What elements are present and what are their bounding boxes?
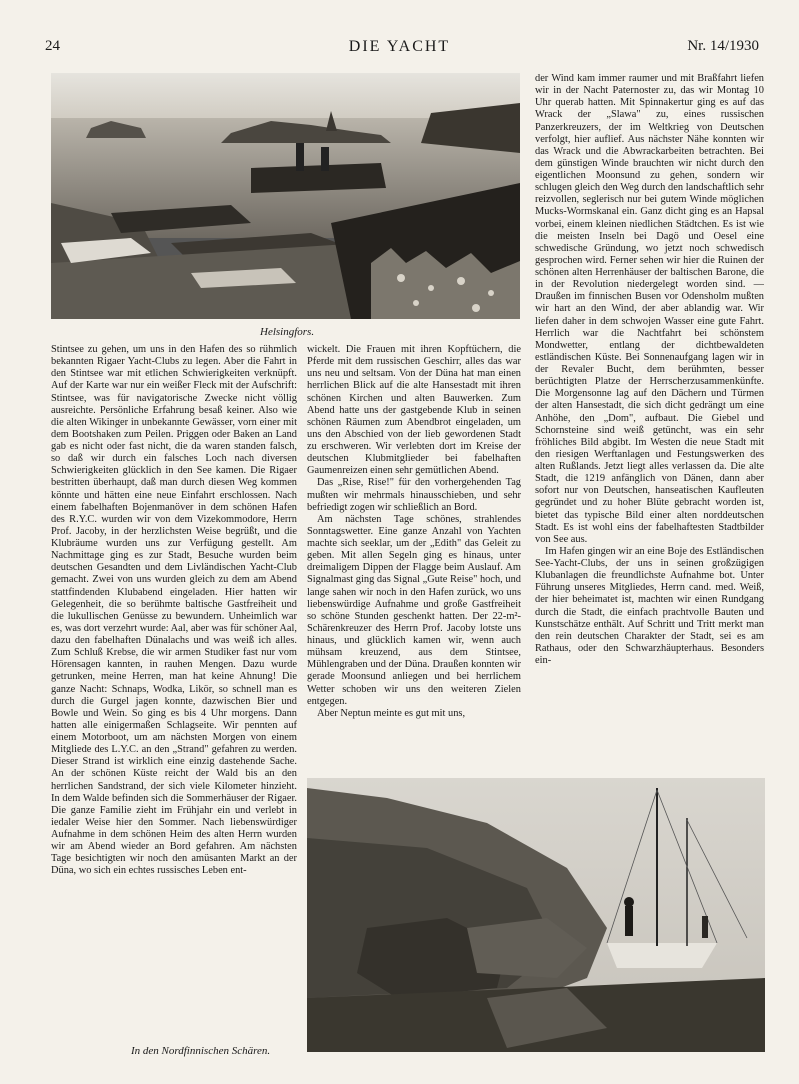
skerries-photo-caption: In den Nordfinnischen Schären. (131, 1045, 271, 1057)
page-header (0, 38, 799, 58)
paragraph: Stintsee zu gehen, um uns in den Hafen des so rühmlich bekannten Rigaer Yacht-Clubs zu legen. Aber die Fahrt in den Stintsee war mit etlichen Schwierigkeiten verknüpft. Auf der Karte war nur ein weißer Fleck mit der Aufschrift: Stintsee, was für navigatorische Zwecke nicht völlig ausreichte. Persönliche Erfahrung besaß keiner. Also wie die alten Wikinger in unbekannte Gewässer, vorn einer mit dem Bootshaken zum Peilen. Priggen oder Baken an Land gab es nicht oder fast nicht, die da waren standen falsch, so daß wir durch ein falsches Loch nach diversen Schwierigkeiten glücklich in den See kamen. Die Rigaer bestritten überhaupt, daß man durch diesen Weg kommen könnte und hätten eine neue Einfahrt erschlossen. Nach einem fabelhaften Bojenmanöver in dem schönen Hafen des R.Y.C. wurden wir von dem Vizekommodore, Herrn Prof. Jacoby, in der herzlichsten Weise begrüßt, und die Klubräume wurden uns zur Verfügung gestellt. Am Nachmittage ging es zur Stadt, Besuche wurden beim deutschen Gesandten und dem Livländischen Yacht-Club gemacht. Zwei von uns wurden gleich zu dem am Abend stattfindenden Klubabend eingeladen. Hier hatten wir Gelegenheit, die so berühmte baltische Gastfreiheit und die lukullischen Genüsse zu bewundern. Unheimlich war es, was dort verzehrt wurde: Aal, aber was für schöner Aal, dazu den fabelhaften Dünalachs und was weiß ich alles. Zum Schluß Krebse, die wir armen Studiker fast nur vom Hörensagen kannten, in rauhen Mengen. Dazu wurde getrunken, meine Herren, man hat keine Ahnung! Die ganze Nacht: Schnaps, Wodka, Likör, so schnell man es durch die Gurgel jagen konnte, dazwischen Bier und Bowle und Wein. So ging es bis 4 Uhr morgens. Dann hatten alle einigermaßen Schlagseite. Wir pennten auf einem Motorboot, um am nächsten Morgen von einem Mitgliede des L.Y.C. an den „Strand" gefahren zu werden. Dieser Strand ist wirklich eine einzig dastehende Sache. An der schönen Küste reicht der Wald bis an den herrlichen Sandstrand, der sich viele Kilometer hinzieht. In dem Walde befinden sich die Sommerhäuser der Rigaer. Die ganze Familie zieht im Frühjahr ein und verlebt in iedaler Weise hier den Sommer. Nach liebenswürdiger Aufnahme in dem schönen Heim des alten Herrn wurden wir am Abend wieder an Bord gefahren. Am nächsten Tage besichtigten wir noch den amüsanten Markt an der Düna, wo sich ein echtes russisches Leben ent- (51, 344, 297, 877)
harbour-photo-caption: Helsingfors. (260, 326, 315, 338)
paragraph: Am nächsten Tage schönes, strahlendes Sonntagswetter. Eine ganze Anzahl von Yachten machte sich seeklar, um der „Edith" das Geleit zu geben. Mit allen Segeln ging es hinaus, unter dreimaligem Dippen der Flagge beim Auslauf. Am Signalmast ging das Signal „Gute Reise" hoch, und lange sahen wir noch in den Hafen zurück, wo uns liebenswürdige Aufnahme und große Gastfreiheit so schöne Stunden geschenkt hatten. Der 22-m²-Schärenkreuzer des Herrn Prof. Jacoby lotste uns hinaus, und glücklich kamen wir, wenn auch mühsam kreuzend, aus dem Stintsee, Mühlengraben und der Düna. Draußen konnten wir gerade Moonsund anliegen und bei herrlichem Wetter schoben wir uns den weiteren Zielen entgegen. (307, 513, 521, 707)
harbour-photo (51, 73, 520, 319)
paragraph: der Wind kam immer raumer und mit Braßfahrt liefen wir in der Nacht Paternoster zu, das wir Montag 10 Uhr querab hatten. Mit Spinnakertur ging es auf das Wrack der „Slawa" zu, eines russischen Panzerkreuzers, der im Weltkrieg von Deutschen verfolgt, hier auflief. Aus nächster Nähe konnten wir das Wrack und die Abwrackarbeiten betrachten. Bei dem günstigen Winde brauchten wir nicht durch den eigentlichen Moonsund zu gehen, sondern wir schlugen gleich den Weg durch den landschaftlich sehr reizvollen, seglerisch nur bei gutem Winde möglichen Mucks-Wormskanal ein. Ganz dicht ging es an Hapsal vorbei, einem kleinen niedlichen Städtchen. Es ist wie die meisten Inseln bei Dagö und Oesel eine schwedische Gründung, wo jetzt noch schwedisch gesprochen wird. Ferner sehen wir hier die Ruinen der schönen alten Herrenhäuser der baltischen Barone, die in der Revolution niedergelegt worden sind. — Draußen im finnischen Busen vor Odensholm mußten wir hart an den Wind, der aber ablandig war. Wir liefen daher in dem schwojen Wasser eine gute Fahrt. Herrlich war die Nachtfahrt bei schönstem Mondwetter, entlang der dichtbewaldeten estländischen Küste. Bei Sonnenaufgang lagen wir in der Revaler Bucht, dem berühmten, besser berüchtigten Platze der Herrscherzusammenkünfte. Die Morgensonne lag auf den Dächern und Türmen der alten Hansestadt, die sich dicht gedrängt um eine Anhöhe, den „Dom", aufbaut. Die Giebel und Schornsteine sind weiß getüncht, was ein sehr fröhliches Bild abgibt. Im Westen die neue Stadt mit den riesigen Werftanlagen und Festungswerken des alten Rußlands. Jetzt liegt alles verlassen da. Die alte Stadt, die 1219 anfänglich von Dänen, dann aber sofort nur von Deutschen, hanseatischen Kaufleuten gegründet und zu hoher Blüte gebracht worden ist, bietet das typische Bild einer alten norddeutschen Stadt. Es ist wohl eins der fabelhaftesten Stadtbilder von See aus. (535, 73, 764, 545)
article-column-2 (307, 344, 521, 767)
article-column-1 (51, 344, 297, 1029)
paragraph: wickelt. Die Frauen mit ihren Kopftüchern, die Pferde mit dem russischen Geschirr, alles das war uns neu und seltsam. Von der Düna hat man einen herrlichen Blick auf die alte Hansestadt mit ihren schönen Kirchen und alten Bauwerken. Zum Abend hatte uns der gastgebende Klub in seinen schönen Räumen zum Abendbrot eingeladen, um uns den Abschied von der lieb gewordenen Stadt zu erschweren. Wir verlebten dort im Kreise der deutschen Klubmitglieder bei fabelhaften Gaumenreizen einen sehr gemütlichen Abend. (307, 344, 521, 477)
article-column-3 (535, 73, 764, 767)
issue-number: Nr. 14/1930 (687, 38, 759, 54)
paragraph: Aber Neptun meinte es gut mit uns, (317, 707, 466, 719)
paragraph: Das „Rise, Rise!" für den vorhergehenden Tag mußten wir mehrmals hinausschieben, und sehr befriedigt zogen wir schließlich an Bord. (307, 477, 521, 513)
page-number: 24 (45, 38, 60, 54)
paragraph: Im Hafen gingen wir an eine Boje des Estländischen See-Yacht-Clubs, der uns in seinen großzügigen Klubanlagen die freundlichste Aufnahme bot. Unter Führung unseres Mitgliedes, Herrn cand. med. Weiß, der hier beheimatet ist, machten wir einen Rundgang durch die Stadt, die einfach prachtvolle Bauten und Kunstschätze enthält. Auf Schritt und Tritt merkt man den rein deutschen Charakter der Stadt, sei es am Rathaus, oder den Schwarzhäupterhaus. Besonders ein- (535, 545, 764, 666)
magazine-title: DIE YACHT (348, 38, 451, 55)
skerries-photo (307, 778, 765, 1052)
